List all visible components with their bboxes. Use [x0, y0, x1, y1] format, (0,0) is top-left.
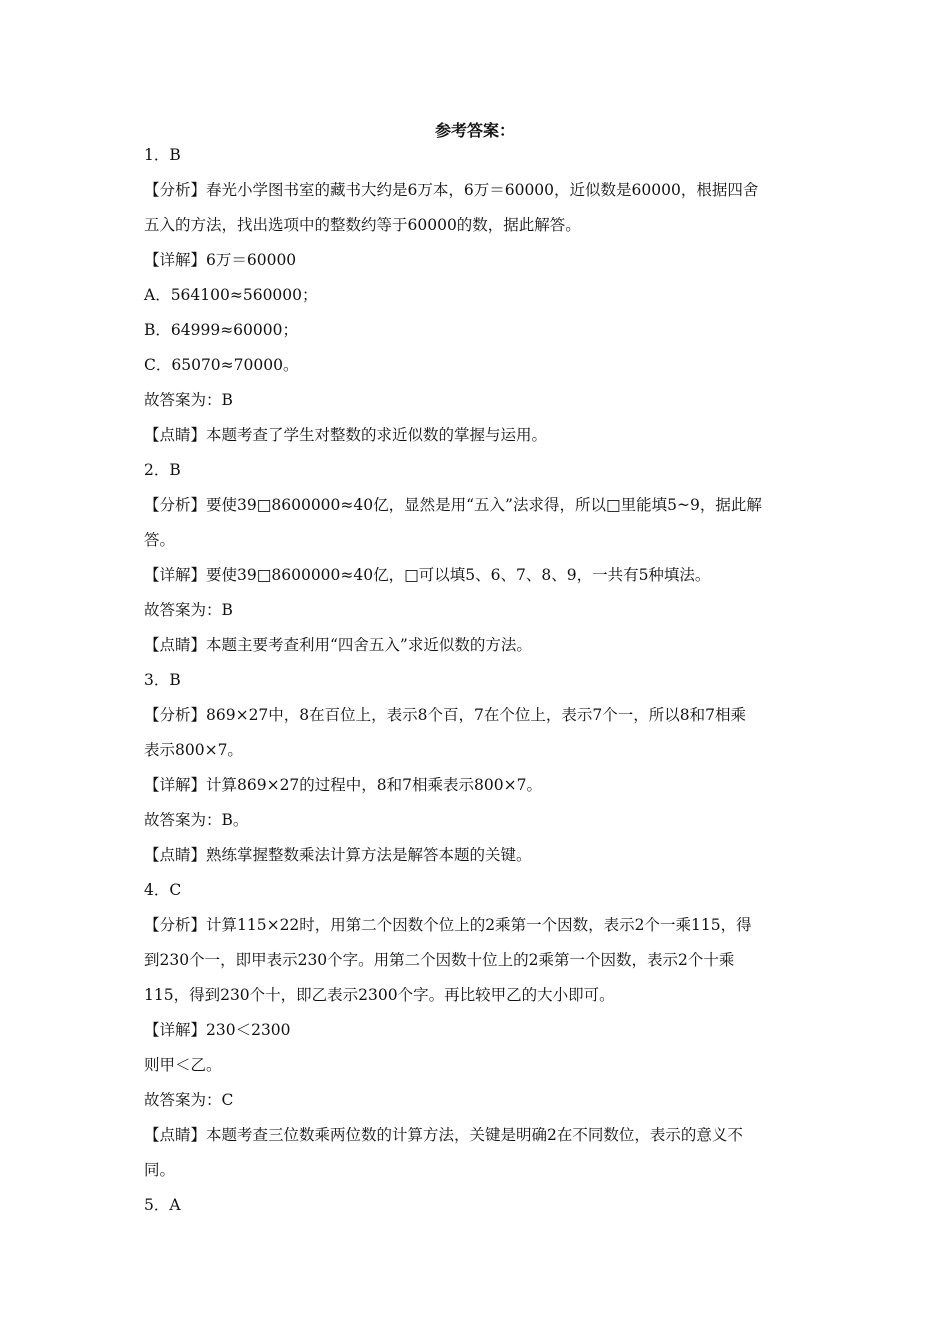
answer-line: 则甲＜乙。 [144, 1056, 222, 1074]
answer-line: 五入的方法，找出选项中的整数约等于60000的数，据此解答。 [144, 216, 581, 234]
answer-line: B．64999≈60000； [144, 321, 298, 339]
answer-line: 【点睛】本题主要考查利用“四舍五入”求近似数的方法。 [144, 636, 532, 654]
answer-line: 故答案为：C [144, 1091, 234, 1109]
answer-body [144, 138, 810, 1223]
answer-line: 【点睛】熟练掌握整数乘法计算方法是解答本题的关键。 [144, 846, 532, 864]
answer-line: 故答案为：B [144, 601, 233, 619]
answer-line: 故答案为：B。 [144, 811, 249, 829]
answer-line: 【点睛】本题考查三位数乘两位数的计算方法，关键是明确2在不同数位，表示的意义不 [144, 1126, 743, 1144]
answer-line: 【分析】计算115×22时，用第二个因数个位上的2乘第一个因数，表示2个一乘115，得 [144, 916, 752, 934]
answer-line: 【分析】要使39□8600000≈40亿，显然是用“五入”法求得，所以□里能填5~9，据此解 [144, 496, 762, 514]
answer-line: 1．B [144, 146, 181, 164]
answer-line: 【分析】春光小学图书室的藏书大约是6万本，6万＝60000，近似数是60000，根据四舍 [144, 181, 759, 199]
answer-line: 5．A [144, 1196, 181, 1214]
page-title: 参考答案： [434, 121, 515, 140]
answer-line: 同。 [144, 1161, 176, 1179]
answer-line: 答。 [144, 531, 176, 549]
answer-line: 到230个一，即甲表示230个字。用第二个因数十位上的2乘第一个因数，表示2个十乘 [144, 951, 735, 969]
answer-line: 【详解】6万＝60000 [144, 251, 297, 269]
answer-line: 【详解】230＜2300 [144, 1021, 291, 1039]
answer-line: 【点睛】本题考查了学生对整数的求近似数的掌握与运用。 [144, 426, 548, 444]
answer-line: 4．C [144, 881, 182, 899]
answer-line: 【分析】869×27中，8在百位上，表示8个百，7在个位上，表示7个一，所以8和7相乘 [144, 706, 746, 724]
answer-line: 【详解】要使39□8600000≈40亿，□可以填5、6、7、8、9，一共有5种填法。 [144, 566, 711, 584]
answer-line: 2．B [144, 461, 181, 479]
answer-line: 3．B [144, 671, 181, 689]
answer-line: 故答案为：B [144, 391, 233, 409]
answer-line: C．65070≈70000。 [144, 356, 299, 374]
answer-line: 表示800×7。 [144, 741, 243, 759]
answer-line: 【详解】计算869×27的过程中，8和7相乘表示800×7。 [144, 776, 542, 794]
answer-line: 115，得到230个十，即乙表示2300个字。再比较甲乙的大小即可。 [144, 986, 615, 1004]
answer-line: A．564100≈560000； [144, 286, 318, 304]
